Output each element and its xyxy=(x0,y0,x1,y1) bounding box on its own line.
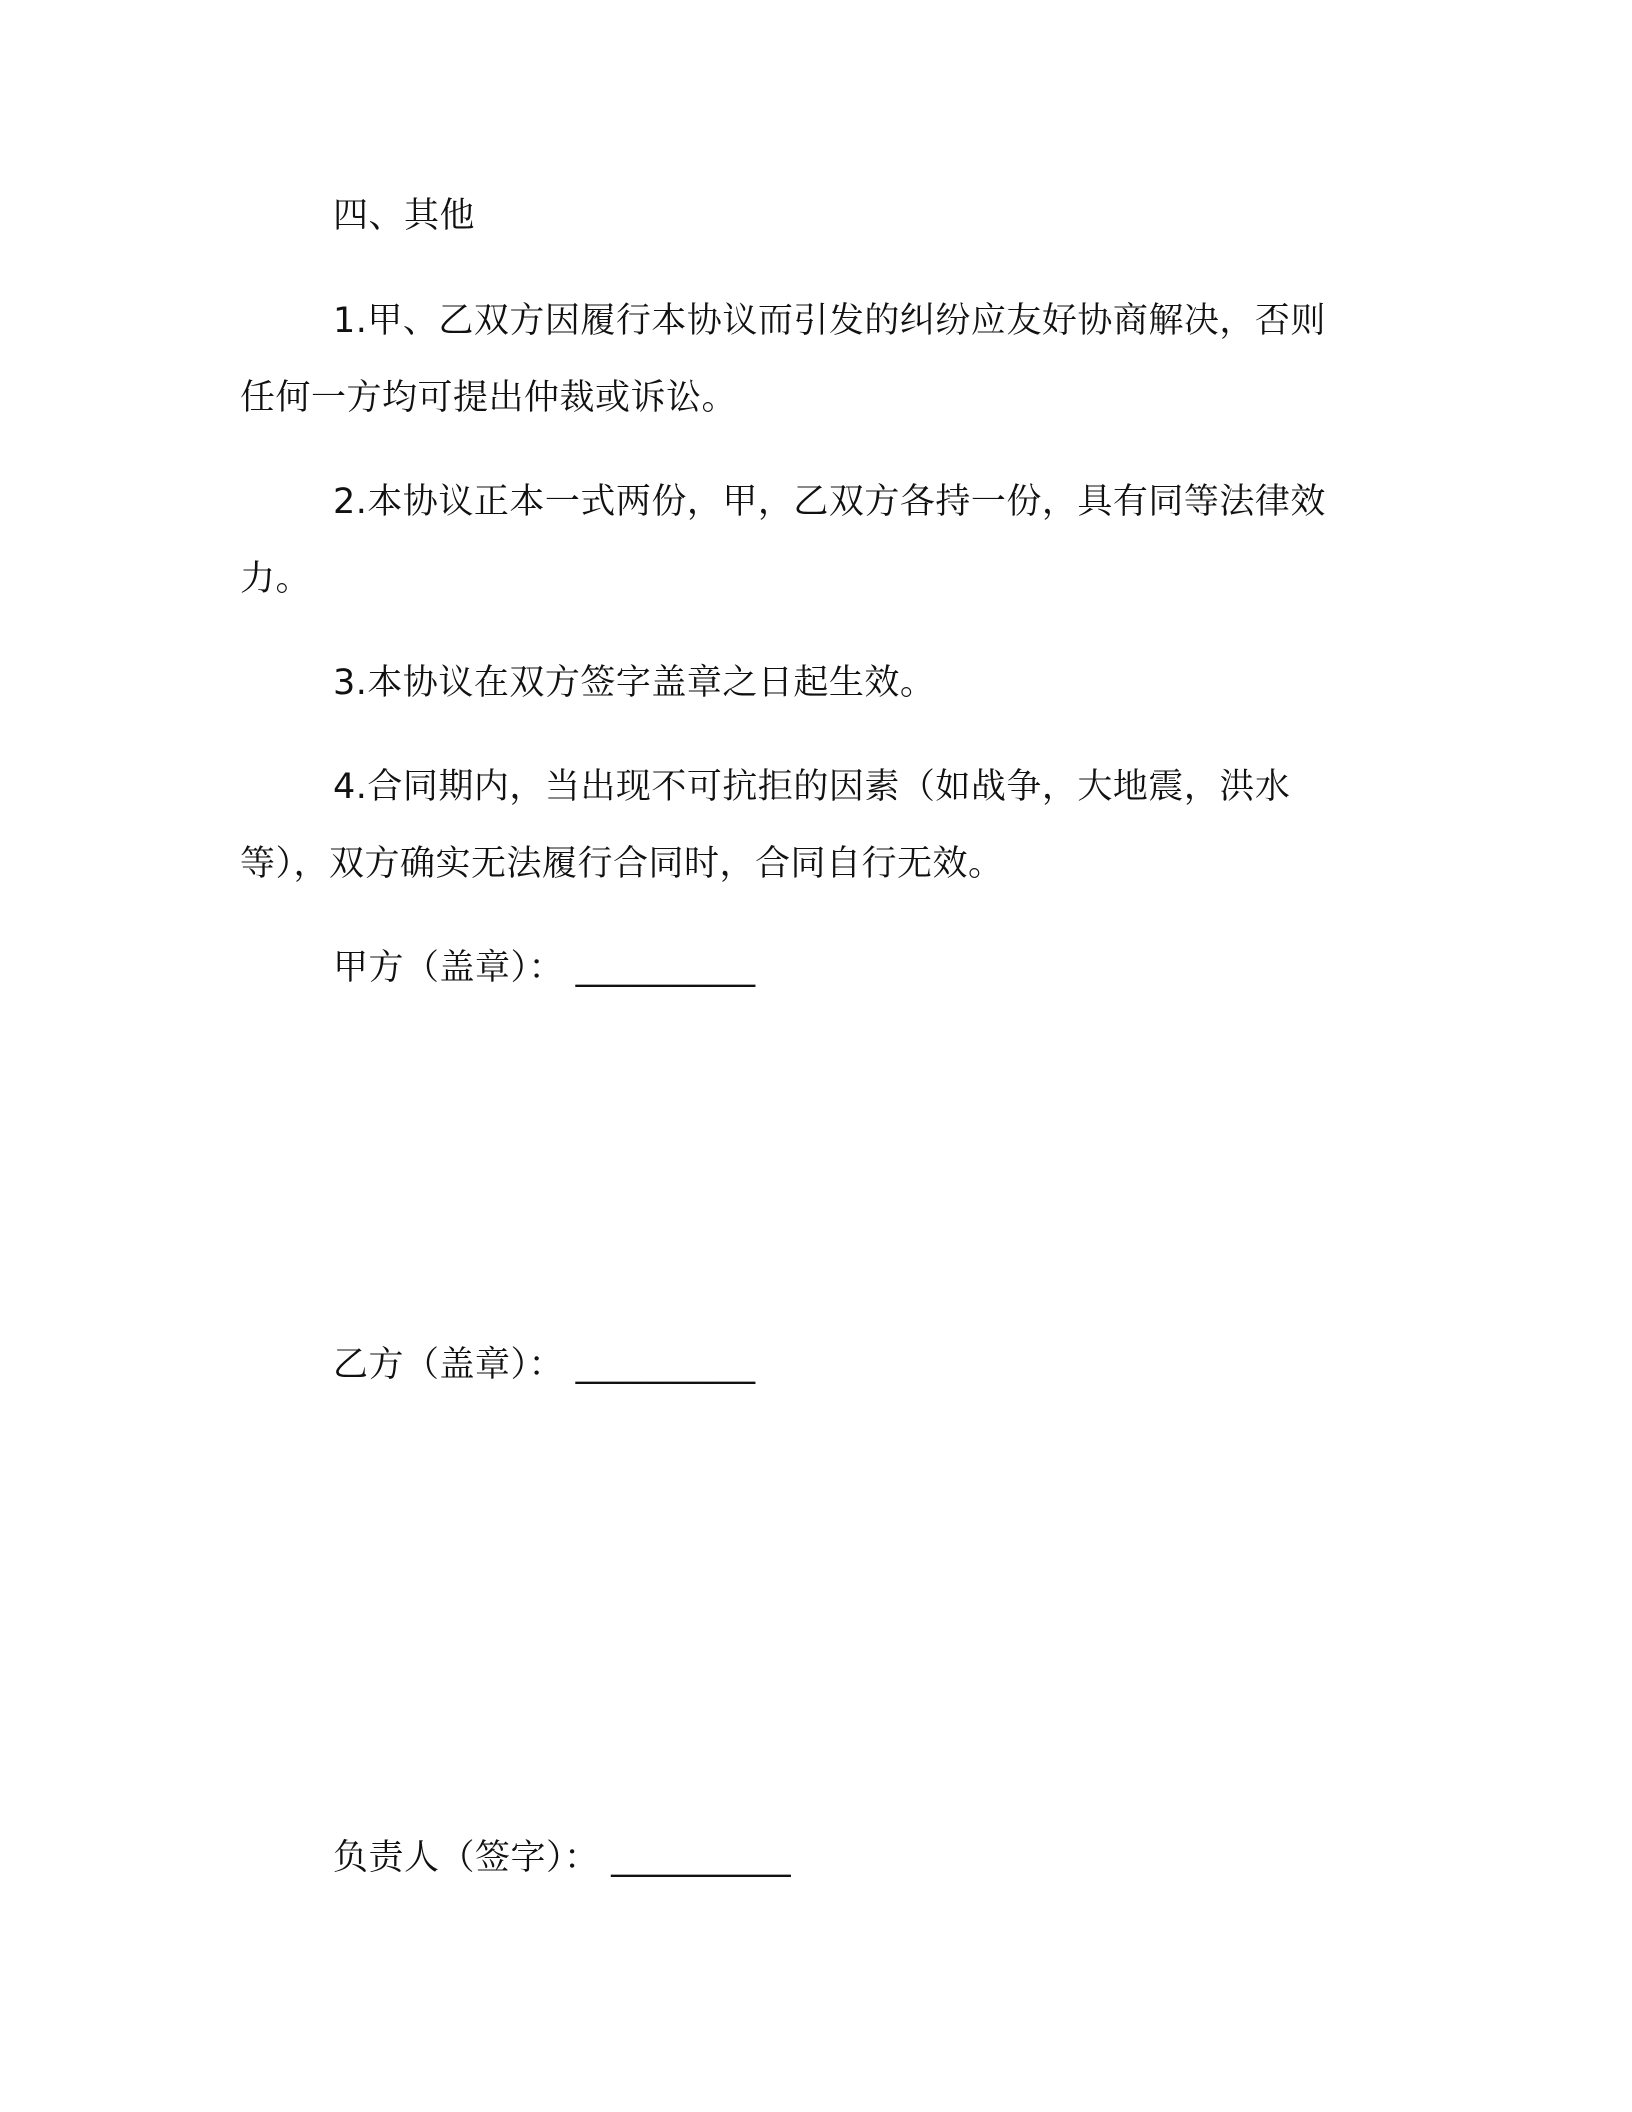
section-heading: 四、其他 xyxy=(333,196,476,236)
party-b-signature-blank: __________ xyxy=(575,1345,756,1385)
clause-4-line-2: 等），双方确实无法履行合同时，合同自行无效。 xyxy=(240,844,1004,884)
party-a-signature-line xyxy=(333,948,1473,988)
clause-2-line-1: 2.本协议正本一式两份，甲，乙双方各持一份，具有同等法律效 xyxy=(333,482,1326,522)
clause-2-line-2: 力。 xyxy=(240,559,312,599)
party-b-seal-label: 乙方（盖章）： xyxy=(333,1345,565,1385)
party-b-signature-line xyxy=(333,1345,1473,1385)
clause-1-line-2: 任何一方均可提出仲裁或诉讼。 xyxy=(240,378,738,418)
party-a-seal-label: 甲方（盖章）： xyxy=(333,948,565,988)
clause-3-line-1: 3.本协议在双方签字盖章之日起生效。 xyxy=(333,663,936,703)
responsible-person-label: 负责人（签字）： xyxy=(333,1838,600,1878)
responsible-person-signature-line xyxy=(333,1838,1473,1878)
responsible-person-signature-blank: __________ xyxy=(611,1838,792,1878)
clause-1-line-1: 1.甲、乙双方因履行本协议而引发的纠纷应友好协商解决，否则 xyxy=(333,301,1326,341)
clause-4-line-1: 4.合同期内，当出现不可抗拒的因素（如战争，大地震，洪水 xyxy=(333,767,1291,807)
party-a-signature-blank: __________ xyxy=(575,948,756,988)
